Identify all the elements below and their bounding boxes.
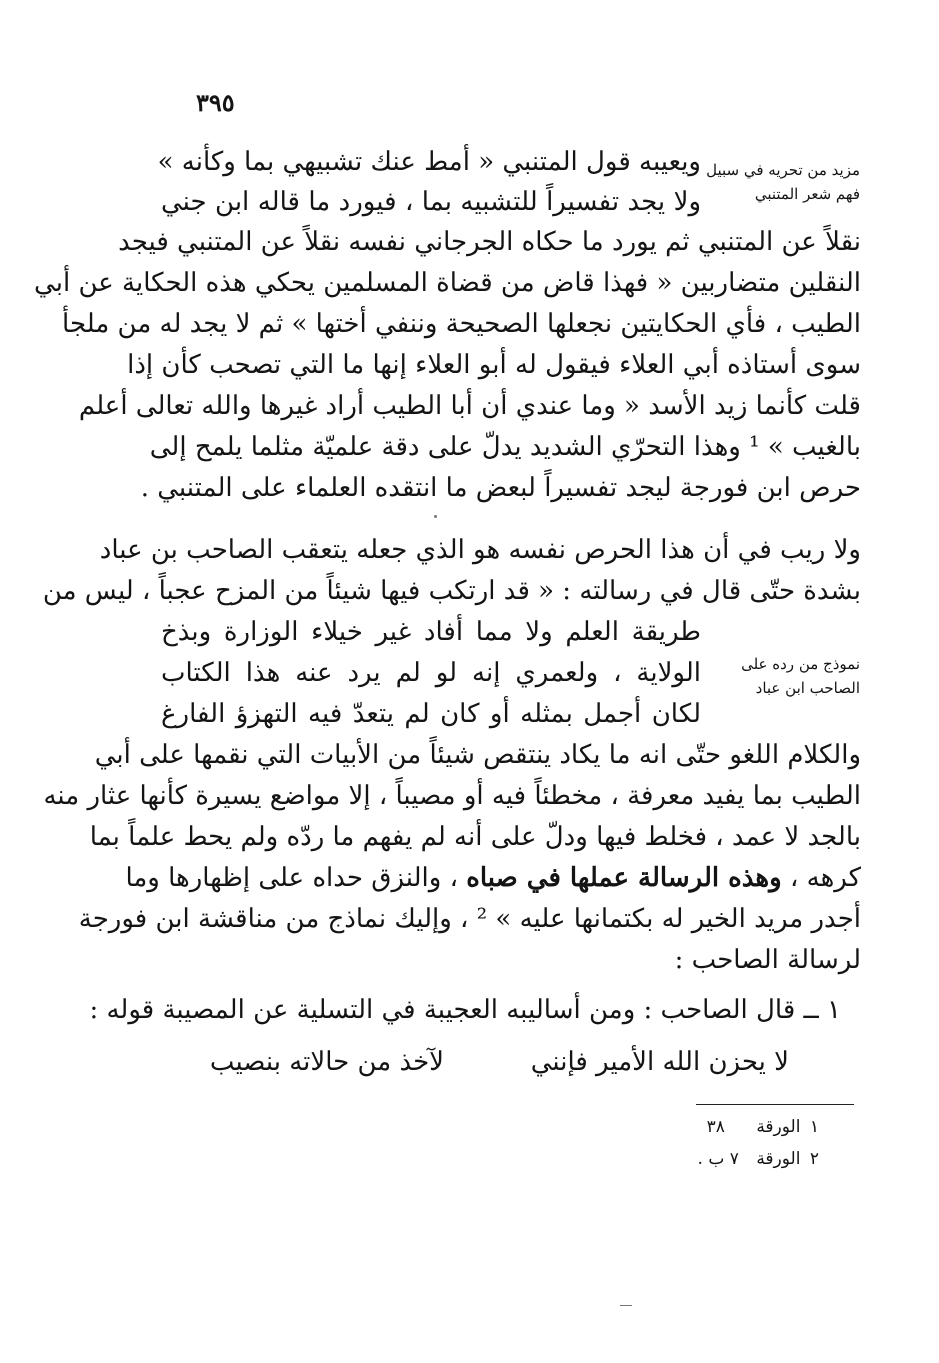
text-line: والكلام اللغو حتّى انه ما يكاد ينتقص شيئاً من الأبيات التي نقمها على أبي	[94, 740, 861, 770]
text-span: كرهه ،	[781, 863, 861, 893]
text-span: ، والنزق حداه على إظهارها وما	[125, 863, 467, 893]
item-1	[89, 990, 841, 1030]
text-line: ولا يجد تفسيراً للتشبيه بما ، فيورد ما قاله ابن جني	[161, 187, 701, 217]
paragraph-1	[34, 222, 861, 512]
paragraph-1-indented	[157, 142, 701, 222]
verse-hemistich-right: لا يحزن الله الأمير فإنني	[530, 1047, 789, 1077]
footnote-2	[698, 1145, 819, 1173]
paragraph-2-bottom	[43, 735, 861, 985]
text-line: لرسالة الصاحب :	[674, 945, 861, 975]
margin-note-1	[706, 158, 860, 206]
verse	[189, 1042, 789, 1084]
text-line: قلت كأنما زيد الأسد « وما عندي أن أبا الطيب أراد غيرها والله تعالى أعلم	[78, 391, 861, 421]
footnote-number: ٢	[809, 1149, 819, 1169]
text-line: الطيب بما يفيد معرفة ، مخطئاً فيه أو مصيباً ، إلا مواضع يسيرة كأنها عثار منه	[43, 781, 861, 811]
text-line: ١ ــ قال الصاحب : ومن أساليبه العجيبة في التسلية عن المصيبة قوله :	[89, 995, 841, 1025]
margin-note-2	[710, 652, 860, 700]
page-number: ٣٩٥	[196, 88, 235, 117]
footnote-number: ١	[809, 1117, 819, 1137]
text-line: الطيب ، فأي الحكايتين نجعلها الصحيحة وننفي أختها » ثم لا يجد له من ملجأ	[62, 309, 861, 339]
text-line: الولاية ، ولعمري إنه لو لم يرد عنه هذا الكتاب	[161, 658, 701, 688]
footnote-label: الورقة	[756, 1149, 801, 1169]
scan-mark	[620, 1305, 632, 1306]
margin-note-line: مزيد من تحريه في سبيل	[706, 161, 860, 179]
margin-note-line: نموذج من رده على	[741, 655, 860, 673]
text-line: النقلين متضاربين « فهذا قاض من قضاة المسلمين يحكي هذه الحكاية عن أبي	[34, 268, 861, 298]
text-line: أجدر مريد الخير له بكتمانها عليه » ² ، وإليك نماذج من مناقشة ابن فورجة	[78, 904, 861, 934]
scan-speck	[434, 515, 437, 518]
text-line: سوى أستاذه أبي العلاء فيقول له أبو العلاء إنها ما التي تصحب كأن إذا	[127, 350, 861, 380]
footnote-1	[707, 1113, 819, 1141]
verse-hemistich-left: لآخذ من حالاته بنصيب	[209, 1047, 444, 1077]
footnote-label: الورقة	[756, 1117, 801, 1137]
text-line-with-bold	[125, 858, 861, 898]
text-line: نقلاً عن المتنبي ثم يورد ما حكاه الجرجاني نفسه نقلاً عن المتنبي فيجد	[118, 227, 861, 257]
bold-phrase: وهذه الرسالة عملها في صباه	[466, 863, 782, 893]
footnote-value: ٧ ب .	[697, 1149, 739, 1169]
text-line: بالغيب » ¹ وهذا التحرّي الشديد يدلّ على دقة علميّة مثلما يلمح إلى	[149, 432, 861, 462]
paragraph-2-indented	[161, 612, 701, 735]
text-line: حرص ابن فورجة ليجد تفسيراً لبعض ما انتقده العلماء على المتنبي .	[140, 473, 861, 503]
margin-note-line: فهم شعر المتنبي	[754, 185, 860, 203]
text-line: بالجد لا عمد ، فخلط فيها ودلّ على أنه لم يفهم ما ردّه ولم يحط علماً بما	[89, 822, 861, 852]
footnote-value: ٣٨	[706, 1117, 725, 1137]
text-line: بشدة حتّى قال في رسالته : « قد ارتكب فيها شيئاً من المزح عجباً ، ليس من	[42, 576, 861, 606]
text-line: لكان أجمل بمثله أو كان لم يتعدّ فيه التهزؤ الفارغ	[161, 699, 701, 729]
margin-note-line: الصاحب ابن عباد	[755, 679, 860, 697]
footnote-rule	[696, 1104, 854, 1105]
text-line: ولا ريب في أن هذا الحرص نفسه هو الذي جعله يتعقب الصاحب بن عباد	[99, 535, 861, 565]
paragraph-2-top	[42, 530, 861, 612]
text-line: طريقة العلم ولا مما أفاد غير خيلاء الوزارة وبذخ	[161, 617, 701, 647]
text-line: ويعيبه قول المتنبي « أمط عنك تشبيهي بما وكأنه »	[157, 147, 701, 177]
